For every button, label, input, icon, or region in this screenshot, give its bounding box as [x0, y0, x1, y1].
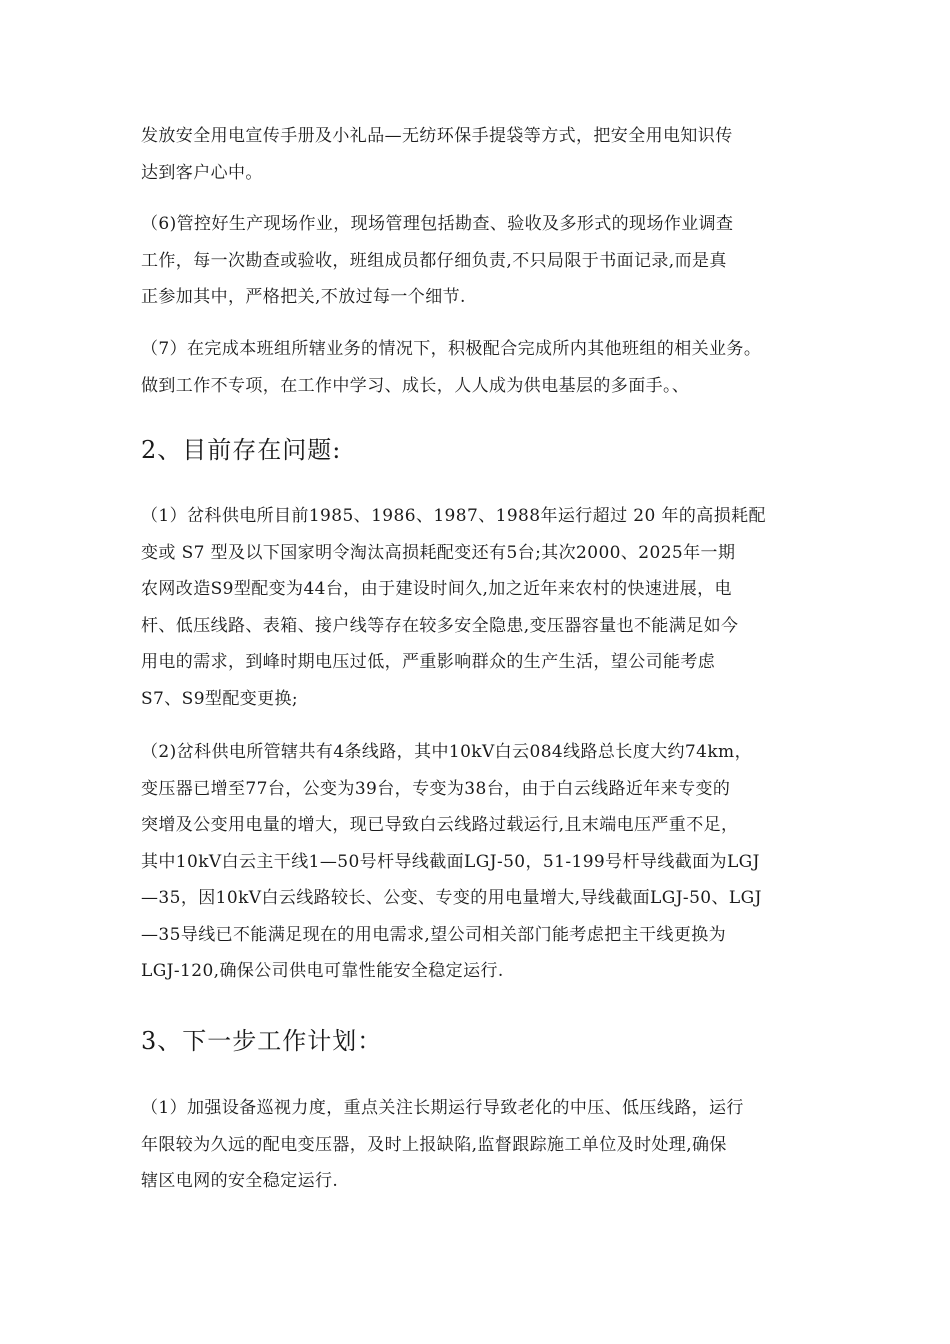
- text-line: 工作，每一次勘查或验收，班组成员都仔细负责,不只局限于书面记录,而是真: [141, 250, 727, 271]
- text-line: S7、S9型配变更换;: [141, 688, 299, 709]
- paragraph-item-6: [141, 206, 816, 316]
- text-line: —35，因10kV白云线路较长、公变、专变的用电量增大,导线截面LGJ-50、LGJ: [141, 888, 762, 908]
- text-line: —35导线已不能满足现在的用电需求,望公司相关部门能考虑把主干线更换为: [141, 924, 727, 945]
- text-line: 正参加其中，严格把关,不放过每一个细节.: [141, 287, 466, 307]
- text-line: 突增及公变用电量的增大，现已导致白云线路过载运行,且末端电压严重不足，: [141, 815, 739, 835]
- text-line: （1）岔科供电所目前1985、1986、1987、1988年运行超过 20 年的高损耗配: [141, 506, 766, 526]
- text-line: 辖区电网的安全稳定运行.: [141, 1171, 339, 1191]
- text-line: 做到工作不专项，在工作中学习、成长，人人成为供电基层的多面手。、: [141, 375, 690, 396]
- section-heading-next-plan: 3、下一步工作计划：: [141, 1027, 383, 1055]
- text-line: （2)岔科供电所管辖共有4条线路，其中10kV白云084线路总长度大约74km，: [141, 742, 752, 762]
- paragraph-plan-1: [141, 1090, 816, 1200]
- text-line: （6)管控好生产现场作业，现场管理包括勘查、验收及多形式的现场作业调查: [141, 214, 734, 234]
- text-line: LGJ-120,确保公司供电可靠性能安全稳定运行.: [141, 961, 504, 981]
- paragraph-problem-1: [141, 498, 816, 717]
- text-line: （7）在完成本班组所辖业务的情况下，积极配合完成所内其他班组的相关业务。: [141, 339, 762, 359]
- paragraph-safety-promotion: [141, 118, 816, 191]
- text-line: 达到客户心中。: [141, 162, 263, 183]
- text-line: 杆、低压线路、表箱、接户线等存在较多安全隐患,变压器容量也不能满足如今: [141, 615, 739, 636]
- text-line: 农网改造S9型配变为44台，由于建设时间久,加之近年来农村的快速进展，电: [141, 579, 732, 599]
- text-line: 变或 S7 型及以下国家明令淘汰高损耗配变还有5台;其次2000、2025年一期: [141, 542, 736, 563]
- paragraph-item-7: [141, 331, 816, 404]
- text-line: 年限较为久远的配电变压器，及时上报缺陷,监督跟踪施工单位及时处理,确保: [141, 1134, 727, 1155]
- text-line: 用电的需求，到峰时期电压过低，严重影响群众的生产生活，望公司能考虑: [141, 652, 716, 672]
- paragraph-problem-2: [141, 734, 816, 990]
- text-line: 变压器已增至77台，公变为39台，专变为38台，由于白云线路近年来专变的: [141, 778, 731, 799]
- text-line: 发放安全用电宣传手册及小礼品—无纺环保手提袋等方式，把安全用电知识传: [141, 126, 733, 146]
- text-line: （1）加强设备巡视力度，重点关注长期运行导致老化的中压、低压线路，运行: [141, 1098, 744, 1118]
- section-heading-problems: 2、目前存在问题:: [141, 436, 342, 464]
- text-line: 其中10kV白云主干线1—50号杆导线截面LGJ-50，51-199号杆导线截面为LGJ: [141, 851, 760, 872]
